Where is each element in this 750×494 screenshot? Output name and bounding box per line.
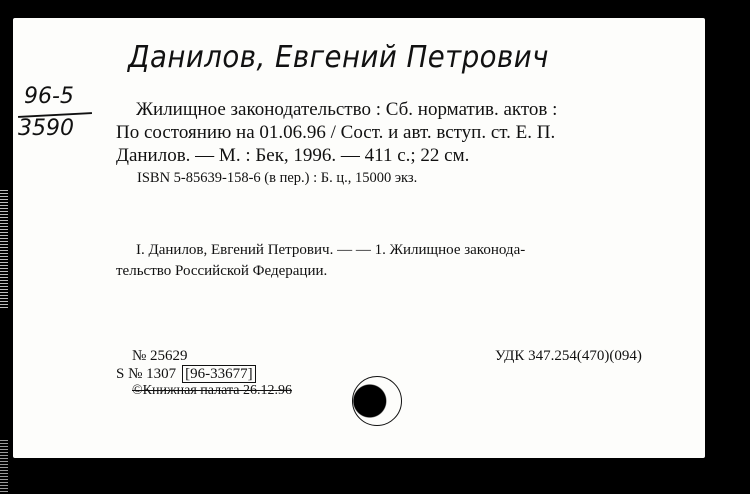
tracings (116, 240, 664, 282)
chamber-stamp: ©Книжная палата 26.12.96 (132, 383, 292, 398)
shelf-mark-class: 96-5 (24, 84, 74, 109)
description-line: По состоянию на 01.06.96 / Сост. и авт. вступ. ст. Е. П. (116, 122, 556, 143)
handwritten-author-heading: Данилов, Евгений Петрович (128, 40, 549, 75)
description-line: Данилов. — М. : Бек, 1996. — 411 с.; 22 см. (116, 145, 470, 166)
bibliographic-description (116, 98, 664, 167)
tracing-line: тельство Российской Федерации. (116, 263, 328, 279)
registration-number (116, 366, 256, 383)
isbn-line: ISBN 5-85639-158-6 (в пер.) : Б. ц., 15000 экз. (137, 170, 418, 186)
tracing-line: I. Данилов, Евгений Петрович. — — 1. Жилищное законода- (136, 242, 526, 258)
ink-blot (352, 376, 402, 426)
scan-edge-artifact (0, 190, 8, 310)
registration-box: [96-33677] (182, 365, 256, 383)
udc-code: УДК 347.254(470)(094) (495, 348, 642, 364)
accession-number: № 25629 (132, 348, 188, 364)
registration-prefix: S № 1307 (116, 366, 177, 382)
scan-edge-artifact (0, 440, 8, 494)
title-line: Жилищное законодательство : Сб. норматив. актов : (136, 99, 558, 120)
shelf-mark-number: 3590 (18, 116, 74, 141)
